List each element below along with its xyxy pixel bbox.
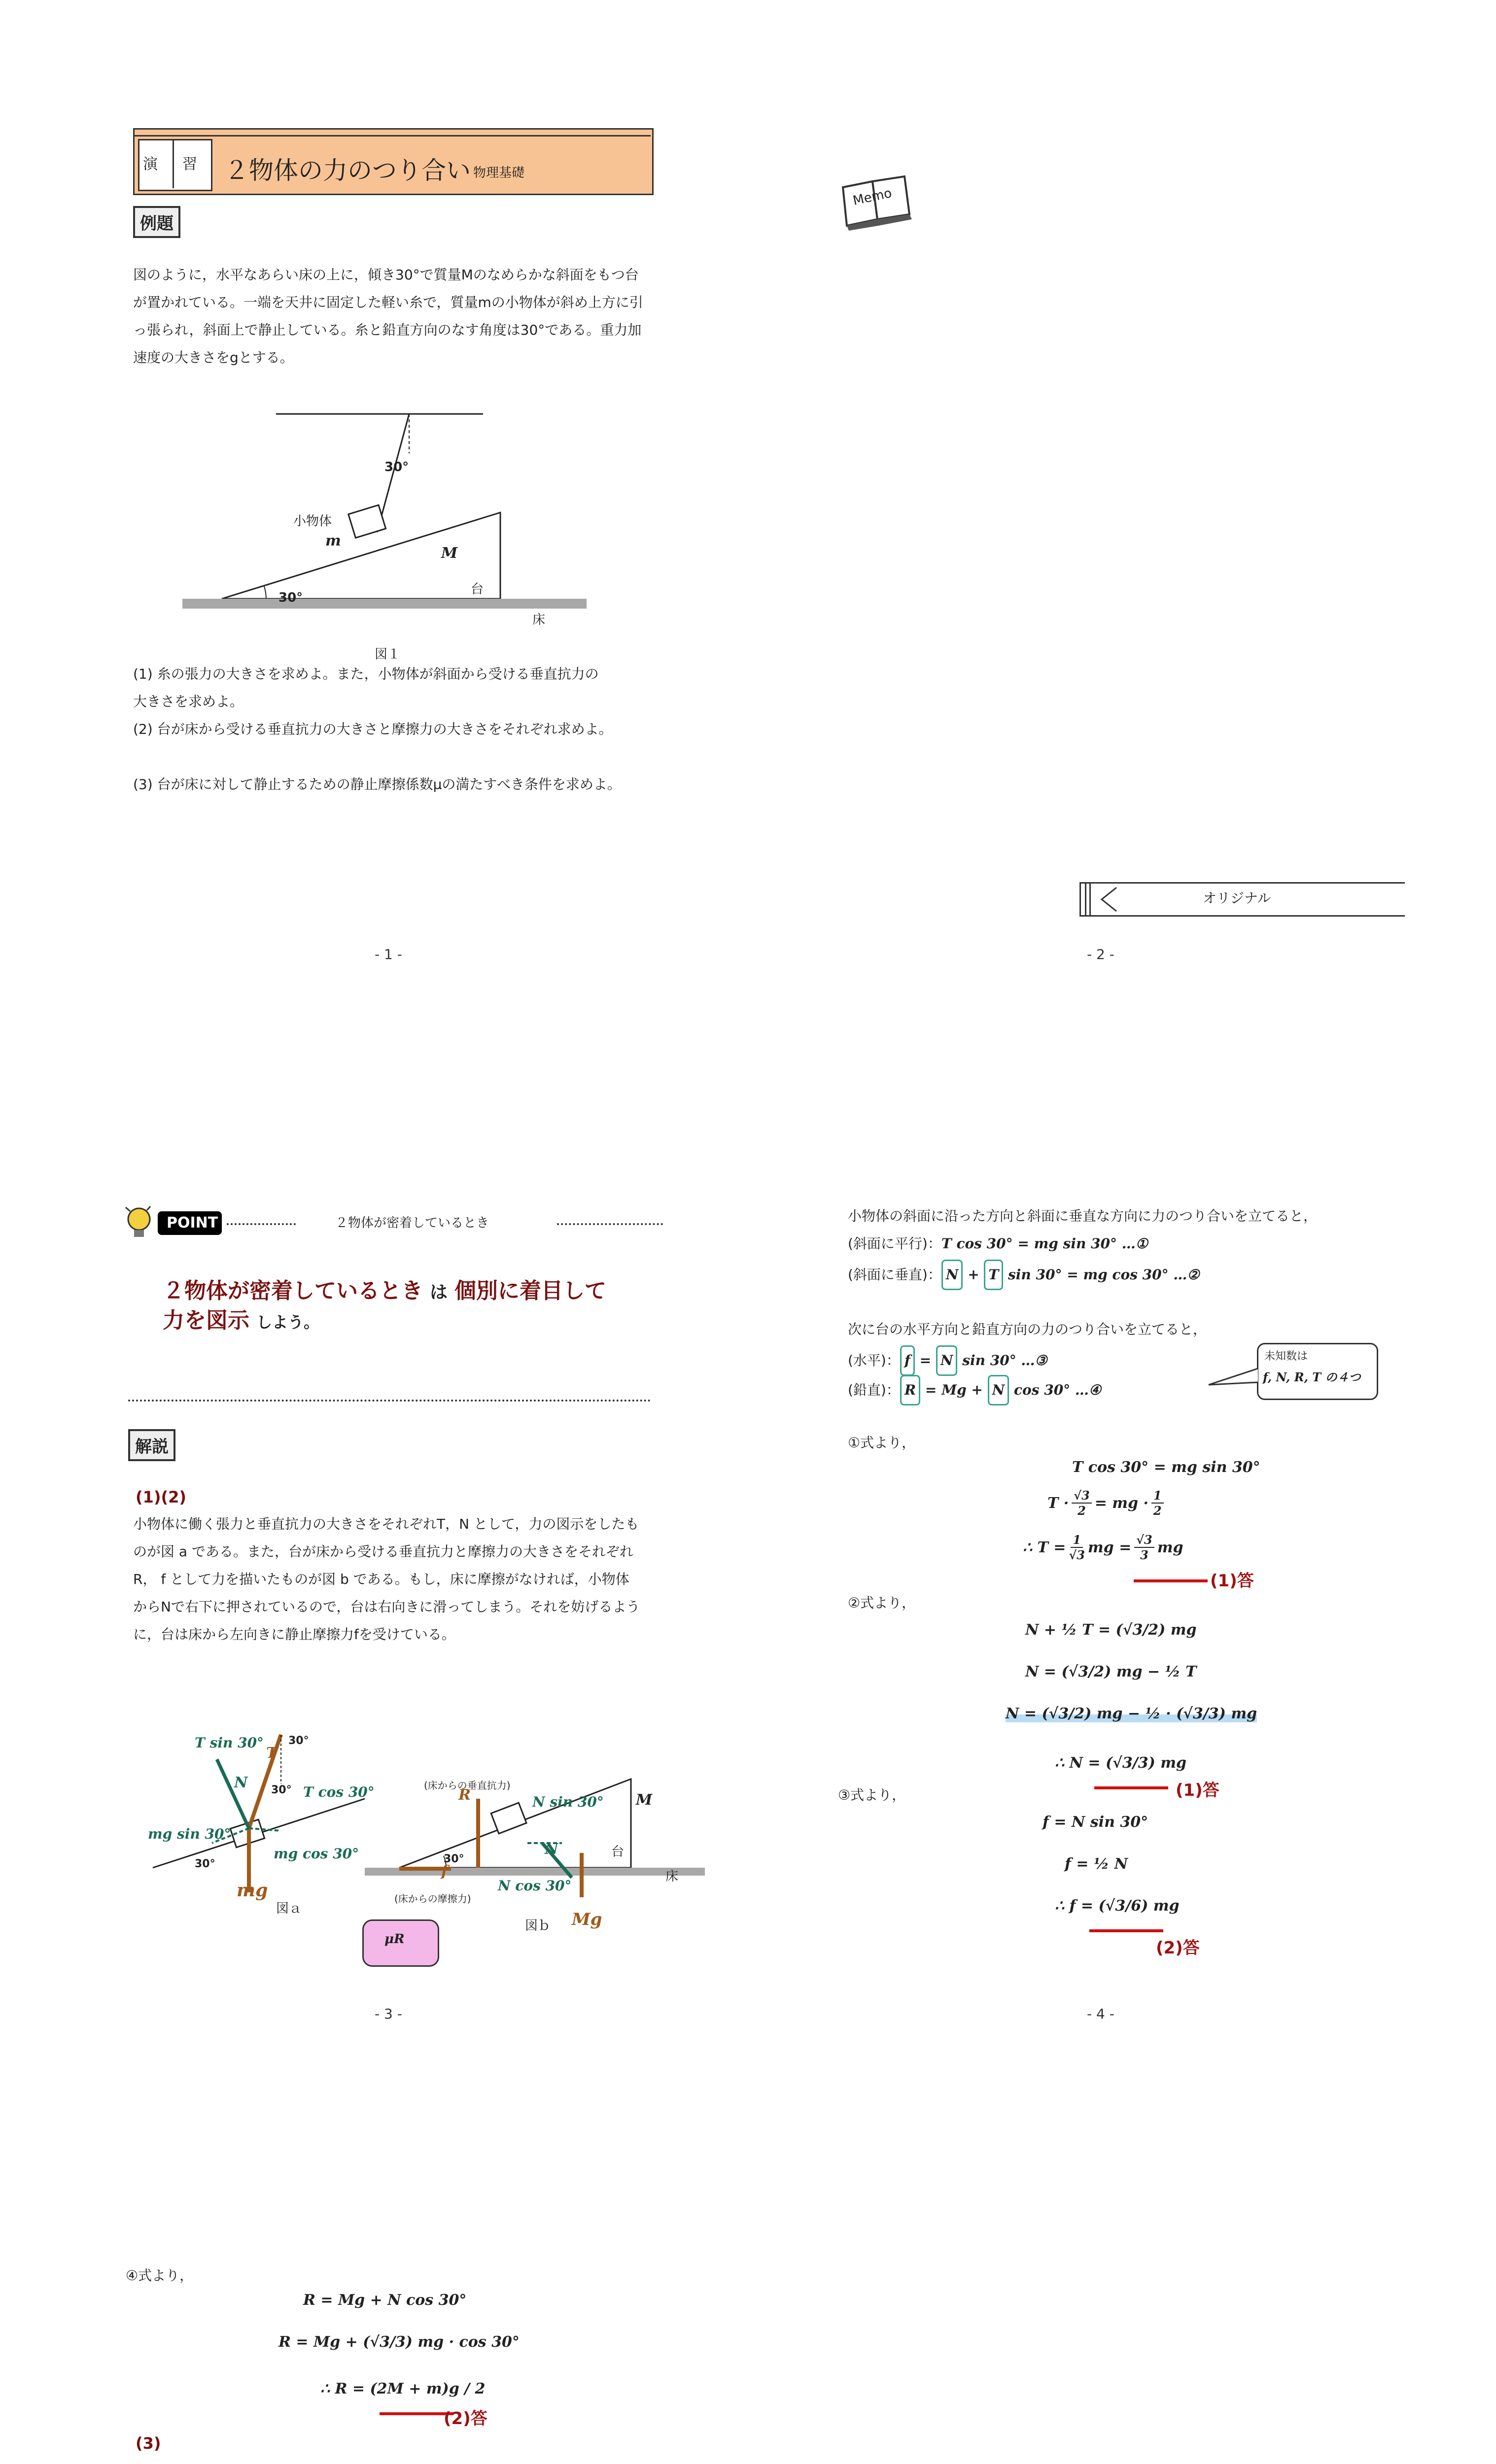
mass-big: M [441, 545, 458, 562]
page-number: - 2 - [1087, 946, 1114, 962]
answer-3: (2)答 [1156, 1938, 1200, 1958]
s1-line2: T · $\frac{√3}{2}$ = mg · 1 2 [1047, 1488, 1167, 1518]
badge-left: 演 [143, 156, 158, 173]
intro-1: 小物体の斜面に沿った方向と斜面に垂直な方向に力のつり合いを立てると， [848, 1208, 1318, 1224]
s1-line3: ∴ T = $\frac{1}{√3}$ mg = $\frac{√3}{3}$ mg [1023, 1533, 1183, 1562]
fig-b-m: M [636, 1791, 653, 1809]
answer-1: (1)答 [1210, 1571, 1254, 1591]
s1-line1: T cos 30° = mg sin 30° [1072, 1459, 1260, 1476]
eq3-eq: = [914, 1352, 936, 1369]
section-label: (1)(2) [136, 1488, 187, 1506]
page-number: - 3 - [375, 2006, 402, 2022]
eq4-mid: = Mg + [920, 1382, 988, 1398]
point-phrase: ２物体が密着しているとき [163, 1278, 423, 1303]
section-3-label: (3) [136, 2434, 161, 2453]
unknowns-list: f, N, R, T の４つ [1263, 1370, 1361, 1384]
eq4-r: R [900, 1375, 920, 1405]
fig-a-angle1: 30° [288, 1735, 309, 1747]
s2-line3: N = (√3/2) mg − ½ · (√3/3) mg [1006, 1705, 1257, 1722]
s3-line1: f = N sin 30° [1043, 1814, 1148, 1831]
angle-top: 30° [384, 460, 409, 475]
s4-line1: R = Mg + N cos 30° [303, 2292, 467, 2309]
from-3: ③式より， [838, 1787, 906, 1803]
problem-line: が置かれている。一端を天井に固定した軽い糸で，質量mの小物体が斜め上方に引 [133, 294, 643, 310]
fig-b-f: f [441, 1863, 448, 1880]
object-label: 小物体 [293, 514, 332, 529]
small-block [348, 505, 386, 538]
point-phrase: 力を図示 [163, 1308, 249, 1333]
point-header [123, 1202, 665, 1242]
mu-r-bubble-text: μR [384, 1932, 405, 1947]
eq3-n: N [936, 1345, 958, 1376]
point-label: POINT [167, 1214, 218, 1232]
fig-a-caption: 図ａ [276, 1901, 302, 1916]
fig-b-n-sin: N sin 30° [532, 1794, 604, 1810]
fig-b-n: N [545, 1841, 558, 1858]
fig-a-mg-cos: mg cos 30° [274, 1846, 359, 1862]
eq3-label: (水平)： [848, 1352, 900, 1369]
memo-label: Memo [851, 186, 893, 208]
page-number: - 4 - [1087, 2006, 1114, 2022]
s2-line1: N + ½ T = (√3/2) mg [1025, 1621, 1197, 1639]
subject-label: 物理基礎 [473, 166, 525, 180]
eq2-label: (斜面に垂直)： [848, 1266, 941, 1283]
fig-b-caption: 図ｂ [525, 1918, 551, 1933]
fig-a-n: N [234, 1774, 248, 1791]
question-line: (2) 台が床から受ける垂直抗力の大きさと摩擦力の大きさをそれぞれ求めよ。 [133, 721, 613, 737]
fig-b-r: R [458, 1786, 471, 1804]
s3-line2: f = ½ N [1065, 1855, 1128, 1873]
solution-line: からNで右下に押されているので，台は右向きに滑ってしまう。それを妨げるよう [133, 1599, 640, 1615]
fig-a-angle2: 30° [271, 1784, 292, 1796]
solution-line: R， f として力を描いたものが図 b である。もし，床に摩擦がなければ，小物体 [133, 1571, 629, 1587]
s2-line2: N = (√3/2) mg − ½ T [1025, 1663, 1197, 1680]
eq4-label: (鉛直)： [848, 1382, 900, 1398]
angle-bottom: 30° [278, 590, 303, 605]
from-2: ②式より， [848, 1595, 916, 1611]
eq4-n: N [988, 1375, 1009, 1405]
page-number: - 1 - [375, 946, 402, 962]
badge-right: 習 [182, 156, 197, 173]
eq3-f: f [900, 1345, 915, 1376]
solution-line: に，台は床から左向きに静止摩擦力fを受けている。 [133, 1626, 455, 1643]
eq3-rest: sin 30° …③ [957, 1352, 1047, 1369]
fig-a-angle3: 30° [195, 1858, 215, 1870]
answer-4: (2)答 [444, 2409, 487, 2429]
fig-b-normal-note: (床からの垂直抗力) [424, 1780, 511, 1791]
eq4-rest: cos 30° …④ [1009, 1382, 1102, 1398]
floor-label: 床 [532, 613, 546, 627]
unknowns-title: 未知数は [1264, 1350, 1308, 1363]
page-1 [118, 123, 670, 986]
fig-a-t-cos: T cos 30° [303, 1784, 375, 1800]
problem-line: 速度の大きさをgとする。 [133, 349, 294, 366]
s4-line3: ∴ R = (2M + m)g / 2 [320, 2380, 486, 2397]
fig-b-angle: 30° [444, 1853, 464, 1865]
point-phrase: 個別に着目して [454, 1278, 607, 1303]
fig-a-t: T [266, 1745, 278, 1762]
figure-caption: 図１ [375, 647, 401, 662]
question-line: (3) 台が床に対して静止するための静止摩擦係数μの満たすべき条件を求めよ。 [133, 776, 621, 792]
problem-line: っ張られ，斜面上で静止している。糸と鉛直方向のなす角度は30°である。重力加 [133, 322, 642, 338]
mass-small: m [325, 532, 341, 549]
fig-b-mg: Mg [572, 1910, 602, 1929]
s3-line3: ∴ f = (√3/6) mg [1055, 1897, 1180, 1915]
from-4: ④式より， [126, 2267, 194, 2284]
solution-line: 小物体に働く張力と垂直抗力の大きさをそれぞれT，N として，力の図示をしたも [133, 1516, 639, 1532]
eq2-plus: + [963, 1266, 984, 1283]
figure-1 [168, 399, 611, 626]
stand-label: 台 [471, 582, 484, 597]
fig-a-t-sin: T sin 30° [195, 1735, 264, 1751]
page-title: ２物体の力のつり合い [224, 156, 471, 185]
question-line: (1) 糸の張力の大きさを求めよ。また，小物体が斜面から受ける垂直抗力の [133, 666, 599, 682]
eq2-n: N [941, 1260, 963, 1290]
solution-label: 解説 [128, 1429, 175, 1461]
solution-line: のが図 a である。また，台が床から受ける垂直抗力と摩擦力の大きさをそれぞれ [133, 1543, 633, 1560]
fig-b-n-cos: N cos 30° [498, 1878, 572, 1894]
fig-b-stand: 台 [611, 1845, 625, 1859]
eq2-t: T [984, 1260, 1003, 1290]
fig-a-mg-sin: mg sin 30° [148, 1826, 231, 1842]
s4-line2: R = Mg + (√3/3) mg · cos 30° [278, 2333, 520, 2351]
floor [182, 599, 587, 609]
fig-a-mg: mg [237, 1880, 268, 1901]
fig-b-floor: 床 [665, 1869, 679, 1884]
eq1: T cos 30° = mg sin 30° …① [941, 1235, 1148, 1252]
point-subtitle: ２物体が密着しているとき [335, 1216, 489, 1231]
example-label: 例題 [133, 206, 180, 238]
s2-line4: ∴ N = (√3/3) mg [1055, 1754, 1186, 1772]
eq2-rest: sin 30° = mg cos 30° …② [1003, 1266, 1200, 1283]
answer-2: (1)答 [1176, 1780, 1219, 1800]
question-line: 大きさを求めよ。 [133, 693, 244, 710]
from-1: ①式より， [848, 1435, 916, 1451]
eq1-label: (斜面に平行)： [848, 1235, 941, 1252]
condition-line [126, 2459, 333, 2464]
point-particle: は [430, 1282, 448, 1302]
wavy-divider [128, 1400, 651, 1402]
intro-2: 次に台の水平方向と鉛直方向の力のつり合いを立てると， [848, 1321, 1207, 1337]
fig-b-friction-note: (床からの摩擦力) [394, 1893, 471, 1905]
problem-line: 図のように，水平なあらい床の上に，傾き30°で質量Mのなめらかな斜面をもつ台 [133, 267, 639, 283]
original-tab-label: オリジナル [1203, 890, 1271, 906]
point-particle: しよう。 [256, 1313, 320, 1332]
